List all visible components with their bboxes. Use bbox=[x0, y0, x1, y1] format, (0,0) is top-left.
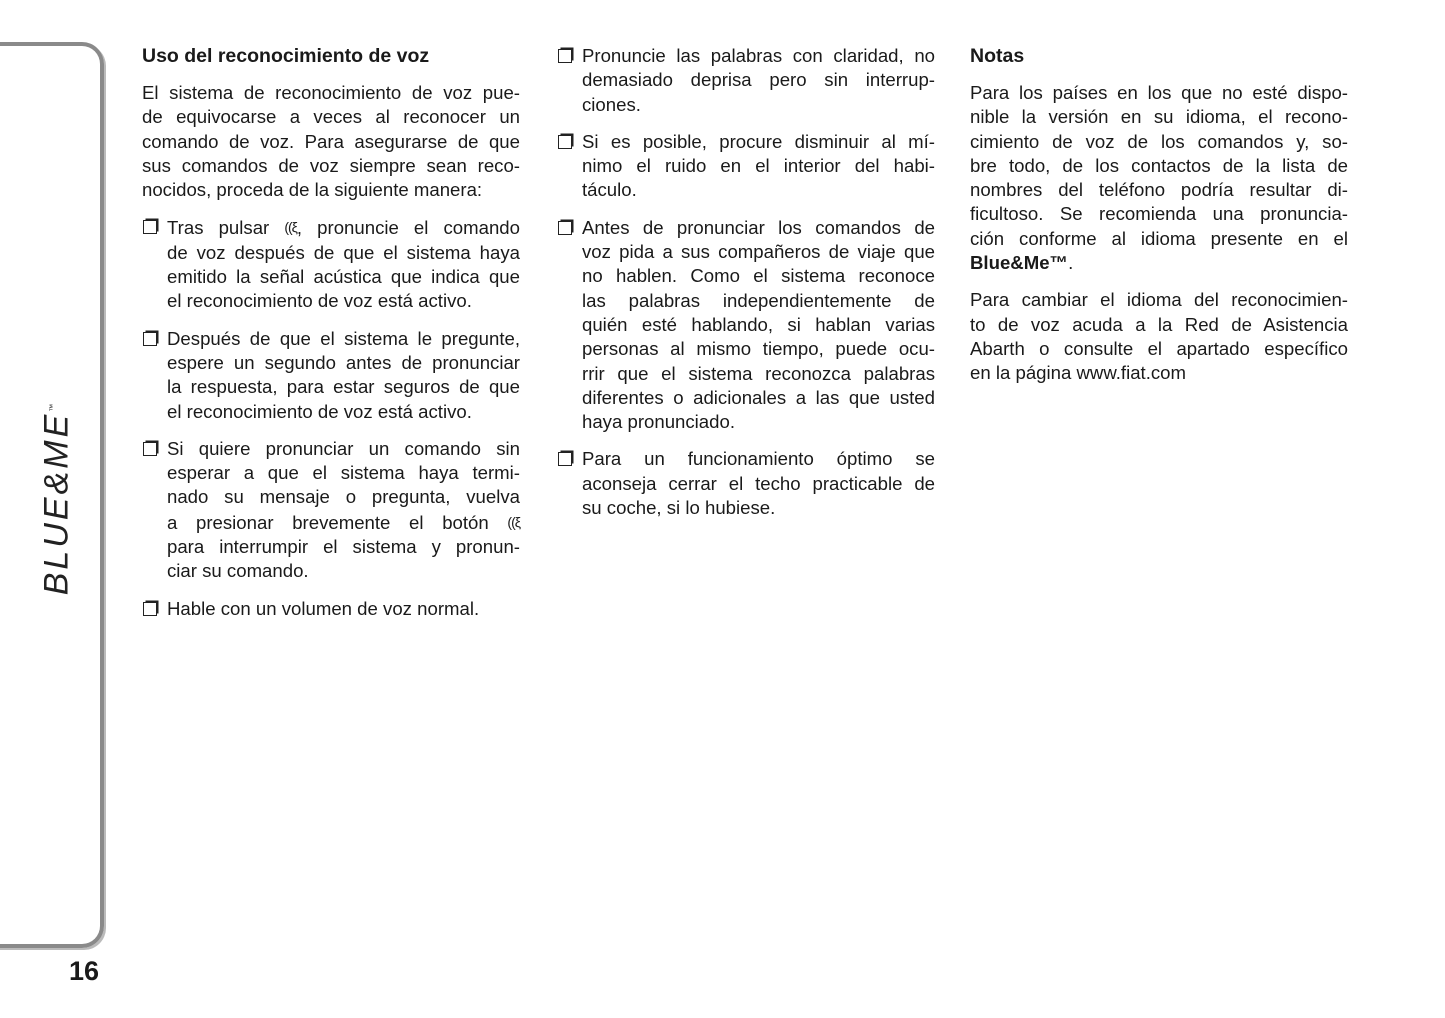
text-line: rrir que el sistema reconozca palabras bbox=[582, 362, 935, 384]
checkbox-bullet-icon bbox=[143, 332, 157, 346]
bullet-item bbox=[557, 216, 935, 435]
bullet-item bbox=[142, 437, 520, 584]
text-line: nombres del teléfono podría resultar di- bbox=[970, 179, 1348, 201]
column-2 bbox=[557, 44, 935, 533]
text-line: ficultoso. Se recomienda una pronuncia- bbox=[970, 203, 1348, 225]
text-line: Si es posible, procure disminuir al mí- bbox=[582, 130, 935, 152]
text-line: para interrumpir el sistema y pronun- bbox=[167, 536, 520, 558]
text-line: quién esté hablando, si hablan varias bbox=[582, 313, 935, 335]
checkbox-bullet-icon bbox=[143, 602, 157, 616]
column-3 bbox=[970, 44, 1348, 399]
text-line: aconseja cerrar el techo practicable de bbox=[582, 472, 935, 494]
text-line bbox=[970, 251, 1348, 275]
text-segment: , pronuncie el comando bbox=[296, 217, 520, 239]
text-line: emitido la señal acústica que indica que bbox=[167, 266, 520, 288]
logo-tm: ™ bbox=[48, 400, 58, 412]
text-segment: a presionar brevemente el botón bbox=[167, 511, 508, 533]
bullet-item bbox=[142, 327, 520, 424]
text-line: bre todo, de los contactos de la lista de bbox=[970, 154, 1348, 176]
text-line: Si quiere pronunciar un comando sin bbox=[167, 437, 520, 459]
checkbox-bullet-icon bbox=[143, 220, 157, 234]
text-line: no hablen. Como el sistema reconoce bbox=[582, 265, 935, 287]
text-line: ción conforme al idioma presente en el bbox=[970, 227, 1348, 249]
voice-command-icon: ((ξ bbox=[284, 219, 297, 236]
paragraph bbox=[142, 81, 520, 202]
text-line: nimo el ruido en el interior del habi- bbox=[582, 155, 935, 177]
bullet-item bbox=[142, 597, 520, 621]
text-line: espere un segundo antes de pronunciar bbox=[167, 351, 520, 373]
blue-and-me-logo bbox=[38, 401, 77, 596]
checkbox-bullet-icon bbox=[558, 452, 572, 466]
text-line: personas al mismo tiempo, puede ocu- bbox=[582, 338, 935, 360]
text-line: Pronuncie las palabras con claridad, no bbox=[582, 45, 935, 66]
text-line: Para un funcionamiento óptimo se bbox=[582, 448, 935, 470]
text-line: nible la versión en su idioma, el recono- bbox=[970, 106, 1348, 128]
text-line: la respuesta, para estar seguros de que bbox=[167, 376, 520, 398]
text-line: el reconocimiento de voz está activo. bbox=[167, 290, 472, 312]
text-line: El sistema de reconocimiento de voz pue- bbox=[142, 82, 520, 103]
checkbox-bullet-icon bbox=[558, 135, 572, 149]
text-line: Después de que el sistema le pregunte, bbox=[167, 327, 520, 349]
section-heading: Notas bbox=[970, 45, 1025, 67]
text-segment: Tras pulsar bbox=[167, 217, 285, 239]
text-line: to de voz acuda a la Red de Asistencia bbox=[970, 313, 1348, 335]
bullet-item bbox=[142, 215, 520, 313]
text-line bbox=[167, 510, 520, 535]
text-line: su coche, si lo hubiese. bbox=[582, 497, 776, 519]
text-line: Antes de pronunciar los comandos de bbox=[582, 216, 935, 238]
text-line: sus comandos de voz siempre sean reco- bbox=[142, 154, 520, 176]
text-line: voz pida a sus compañeros de viaje que bbox=[582, 241, 935, 263]
text-line: el reconocimiento de voz está activo. bbox=[167, 400, 472, 422]
text-line: demasiado deprisa pero sin interrup- bbox=[582, 69, 935, 91]
page-number: 16 bbox=[69, 956, 100, 986]
section-heading: Uso del reconocimiento de voz bbox=[142, 45, 430, 67]
text-line bbox=[167, 215, 520, 240]
checkbox-bullet-icon bbox=[558, 49, 572, 63]
text-line: táculo. bbox=[582, 179, 637, 201]
bullet-item bbox=[557, 447, 935, 520]
text-line: diferentes o adicionales a las que usted bbox=[582, 386, 935, 408]
text-line: ciar su comando. bbox=[167, 560, 309, 582]
text-segment: Blue&Me™ bbox=[970, 252, 1069, 274]
text-line: ciones. bbox=[582, 93, 641, 115]
text-line: Hable con un volumen de voz normal. bbox=[167, 597, 480, 619]
text-line: esperar a que el sistema haya termi- bbox=[167, 462, 520, 484]
paragraph bbox=[970, 81, 1348, 275]
text-line: de equivocarse a veces al reconocer un bbox=[142, 106, 520, 128]
text-line: nado su mensaje o pregunta, vuelva bbox=[167, 486, 520, 508]
text-line: cimiento de voz de los comandos y, so- bbox=[970, 130, 1348, 152]
bullet-item bbox=[557, 44, 935, 117]
text-line: nocidos, proceda de la siguiente manera: bbox=[142, 179, 483, 201]
checkbox-bullet-icon bbox=[143, 442, 157, 456]
text-line: Abarth o consulte el apartado específico bbox=[970, 337, 1348, 359]
text-segment: . bbox=[1068, 252, 1074, 274]
text-line: en la página www.fiat.com bbox=[970, 362, 1187, 384]
logo-text: BLUE&ME bbox=[37, 411, 76, 596]
paragraph bbox=[970, 288, 1348, 385]
column-1 bbox=[142, 44, 520, 634]
text-line: Para cambiar el idioma del reconocimien- bbox=[970, 289, 1348, 311]
text-line: comando de voz. Para asegurarse de que bbox=[142, 130, 520, 152]
bullet-item bbox=[557, 130, 935, 203]
text-line: Para los países en los que no esté dispo- bbox=[970, 82, 1348, 103]
checkbox-bullet-icon bbox=[558, 221, 572, 235]
text-line: las palabras independientemente de bbox=[582, 289, 935, 311]
text-line: haya pronunciado. bbox=[582, 411, 735, 433]
voice-command-icon: ((ξ bbox=[507, 513, 520, 530]
text-line: de voz después de que el sistema haya bbox=[167, 241, 520, 263]
